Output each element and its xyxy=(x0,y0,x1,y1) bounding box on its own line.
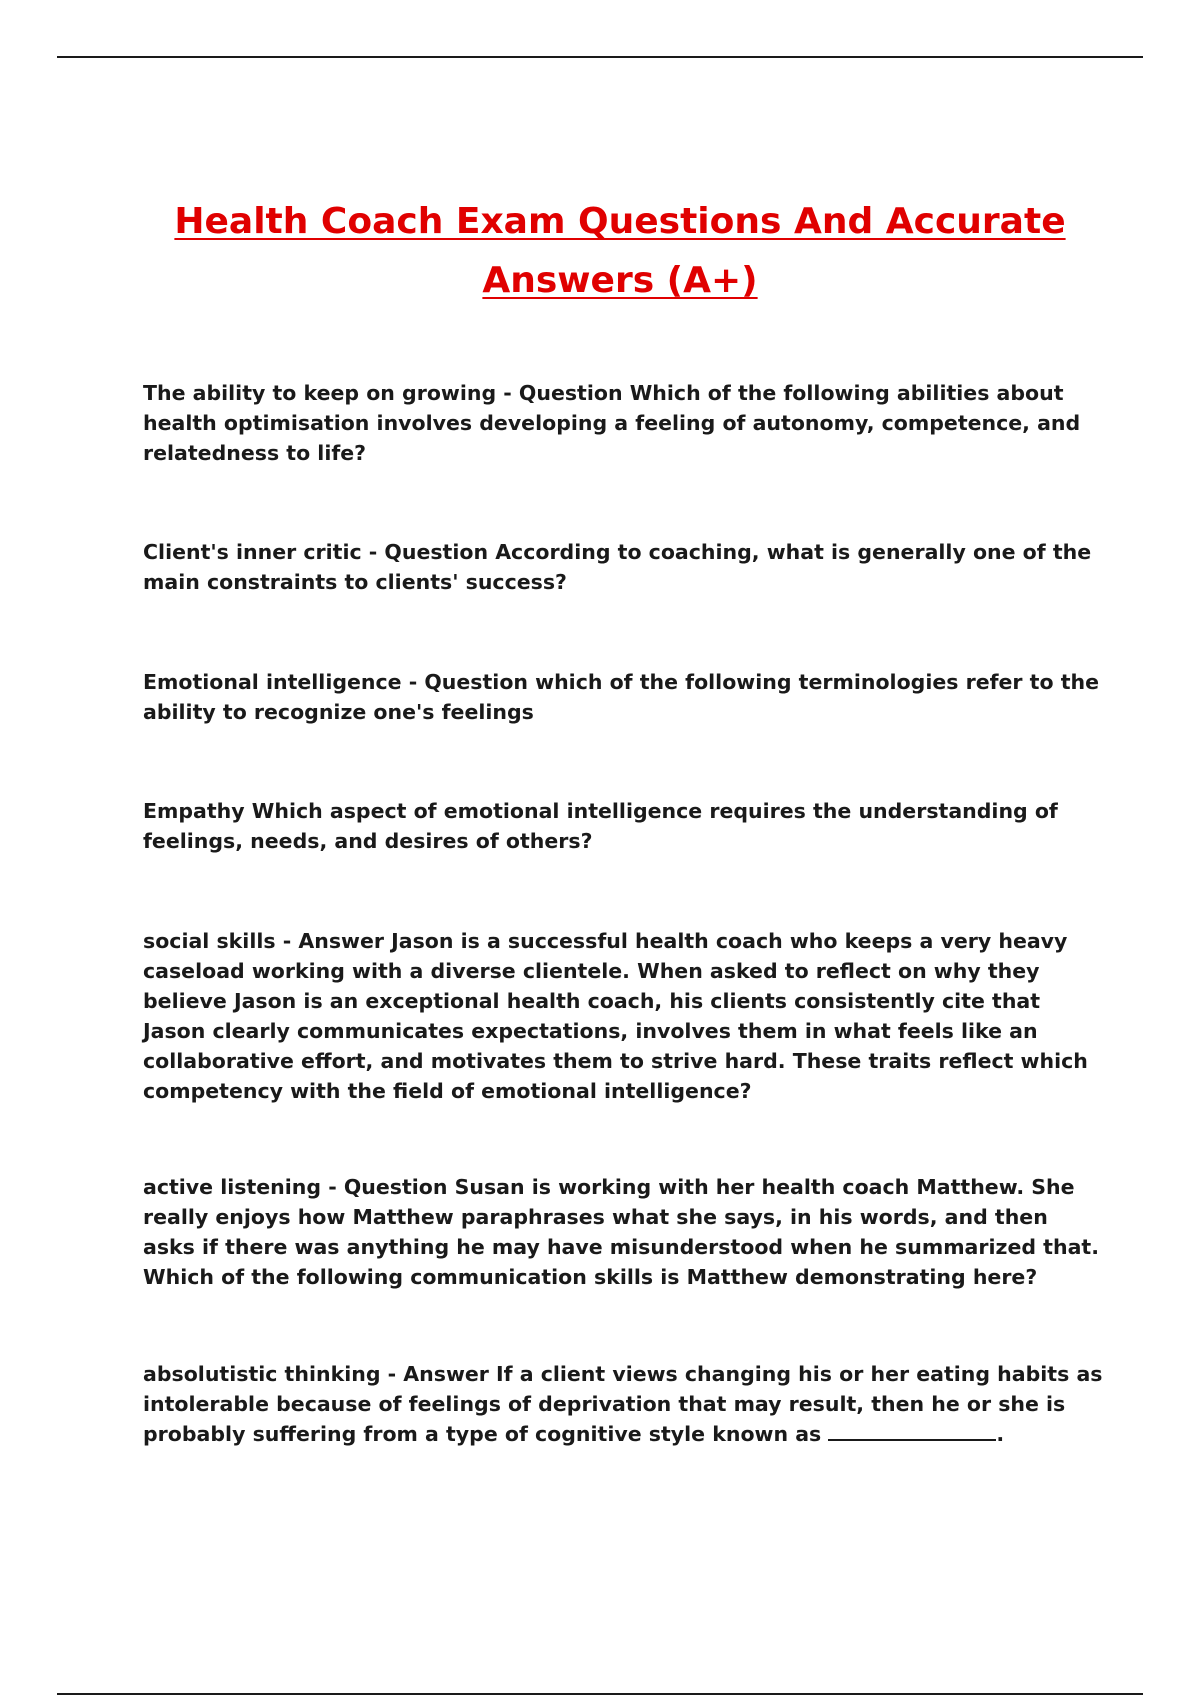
qa-item-6: active listening - Question Susan is working with her health coach Matthew. She really enjoys how Matthew paraphrases what she says, in his words, and then asks if there was anything he may have misunderstood when he summarized that. Which of the following communication skills is Matthew demonstrating here? xyxy=(143,1175,1099,1289)
document-title xyxy=(140,192,1100,310)
qa-item-7 xyxy=(143,1359,1103,1449)
qa-item-4: Empathy Which aspect of emotional intelligence requires the understanding of feelings, needs, and desires of others? xyxy=(143,799,1058,853)
answer-blank xyxy=(828,1423,996,1441)
qa-item-3: Emotional intelligence - Question which of the following terminologies refer to the ability to recognize one's feelings xyxy=(143,670,1099,724)
bottom-rule xyxy=(57,1693,1143,1695)
qa-item-7-text: absolutistic thinking - Answer If a client views changing his or her eating habits as intolerable because of feelings of deprivation that may result, then he or she is probably suffering from a type of cognitive style known as xyxy=(143,1362,1103,1446)
qa-item-7-suffix: . xyxy=(996,1422,1005,1446)
qa-item-2: Client's inner critic - Question According to coaching, what is generally one of the main constraints to clients' success? xyxy=(143,540,1092,594)
top-rule xyxy=(57,56,1143,58)
qa-item-1: The ability to keep on growing - Question Which of the following abilities about health optimisation involves developing a feeling of autonomy, competence, and relatedness to life? xyxy=(143,381,1081,465)
title-line-1: Health Coach Exam Questions And Accurate xyxy=(174,201,1066,242)
qa-item-5: social skills - Answer Jason is a successful health coach who keeps a very heavy caseload working with a diverse clientele. When asked to reflect on why they believe Jason is an exceptional health coach, his clients consistently cite that Jason clearly communicates expectations, involves them in what feels like an collaborative effort, and motivates them to strive hard. These traits reflect which competency with the field of emotional intelligence? xyxy=(143,929,1088,1103)
title-line-2: Answers (A+) xyxy=(482,260,758,301)
